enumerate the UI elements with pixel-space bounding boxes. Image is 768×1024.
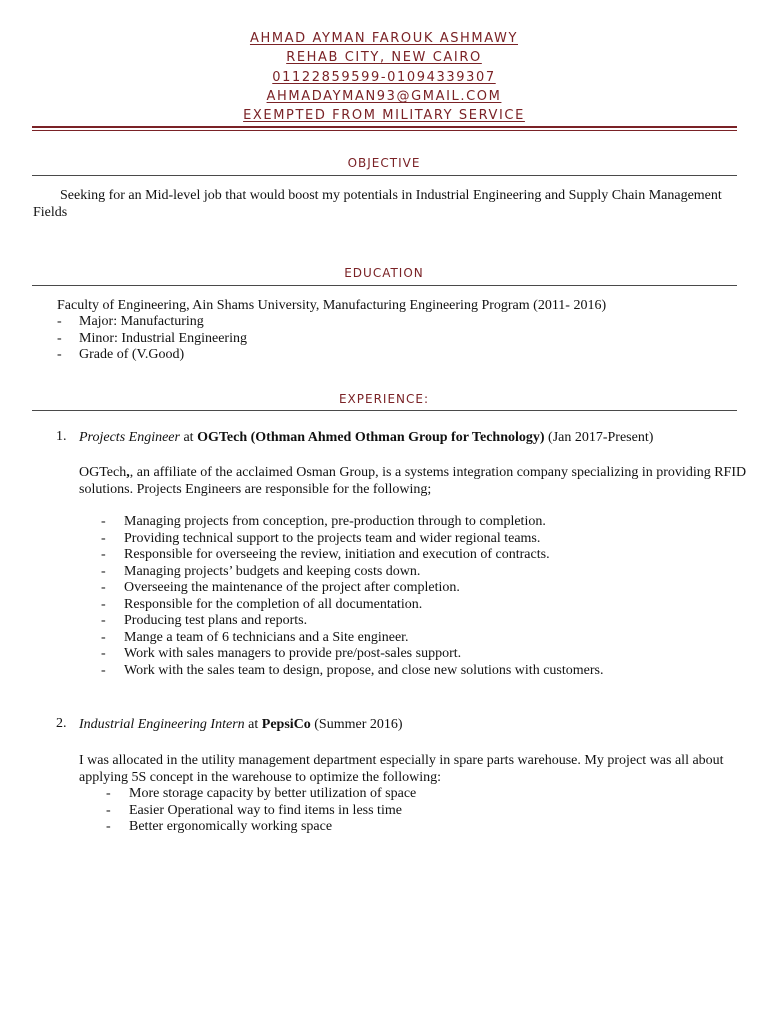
job-title-line: Industrial Engineering Intern at PepsiCo (Summer 2016): [79, 717, 403, 732]
address: REHAB CITY, NEW CAIRO: [286, 50, 482, 66]
job-role: Projects Engineer: [79, 430, 180, 445]
email-address: AHMADAYMAN93@GMAIL.COM: [266, 88, 502, 104]
objective-heading: OBJECTIVE: [347, 156, 421, 170]
objective-divider: [32, 175, 737, 176]
contact-header: [0, 29, 768, 125]
phone-numbers: 01122859599-01094339307: [272, 69, 496, 85]
job-period: (Jan 2017-Present): [544, 430, 654, 445]
military-status: EXEMPTED FROM MILITARY SERVICE: [243, 108, 525, 124]
experience-heading: EXPERIENCE:: [338, 392, 430, 406]
job-description: I was allocated in the utility management department especially in spare parts warehouse. My project was all about applying 5S concept in the warehouse to optimize the following:: [79, 753, 724, 785]
job-title-line: Projects Engineer at OGTech (Othman Ahmed Othman Group for Technology) (Jan 2017-Present): [79, 430, 654, 445]
job-number: 1.: [56, 429, 67, 444]
job-role: Industrial Engineering Intern: [79, 717, 245, 732]
job-period: (Summer 2016): [310, 717, 403, 732]
candidate-name: AHMAD AYMAN FAROUK ASHMAWY: [249, 31, 519, 46]
job-description: OGTech,, an affiliate of the acclaimed Osman Group, is a systems integration company specializing in providing RFID solutions. Projects Engineers are responsible for the following;: [79, 465, 747, 497]
job-number: 2.: [56, 716, 67, 731]
experience-divider: [32, 410, 737, 411]
education-degree: Faculty of Engineering, Ain Shams University, Manufacturing Engineering Program (2011- 2016): [57, 298, 607, 313]
objective-text: Seeking for an Mid-level job that would boost my potentials in Industrial Engineering and Supply Chain Management Fields: [33, 188, 722, 220]
job-company: PepsiCo: [261, 717, 311, 732]
job-company: OGTech (Othman Ahmed Othman Group for Technology): [197, 430, 545, 445]
header-divider: [32, 126, 737, 131]
resume-page: AHMAD AYMAN FAROUK ASHMAWY REHAB CITY, NEW CAIRO 01122859599-01094339307 AHMADAYMAN93@GMAIL.COM EXEMPTED FROM MILITARY SERVICE OBJECTIVE Seeking for an Mid-level job that would boost my potentials in Industrial Engineering and Supply Chain Management Fields EDUCATION Faculty of Engineering, Ain Shams University, Manufacturing Engineering Program (2011- 2016) - Major: Manufacturing - Minor: Industrial Engineering - Grade of (V.Good) EXPERIENCE: 1. Projects Engineer at OGTech (Othman Ahmed Othman Group for Technology) (Jan 2017-Present) OGTech,, an affiliate of the acclaimed Osman Group, is a systems integration company specializing in providing RFID solutions. Projects Engineers are responsible for the following; - Managing projects from conception, pre-production through to completion. - Providing technical support to the projects team and wider regional teams. - Responsible for overseeing the review, initiation and execution of contracts. - Managing projects’ budgets and keeping costs down. - Overseeing the maintenance of the project after completion. - Responsible for the completion of all documentation. - Producing test plans and reports. - Mange a team of 6 technicians and a Site engineer. - Work with sales managers to provide pre/post-sales support. - Work with the sales team to design, propose, and close new solutions with customers. 2. Industrial Engineering Intern at PepsiCo (Summer 2016) I was allocated in the utility management department especially in spare parts warehouse. My project was all about applying 5S concept in the warehouse to optimize the following: - More storage capacity by better utilization of space - Easier Operational way to find items in less time - Better ergonomically working space: [0, 0, 768, 1024]
education-heading: EDUCATION: [344, 266, 424, 280]
education-divider: [32, 285, 737, 286]
